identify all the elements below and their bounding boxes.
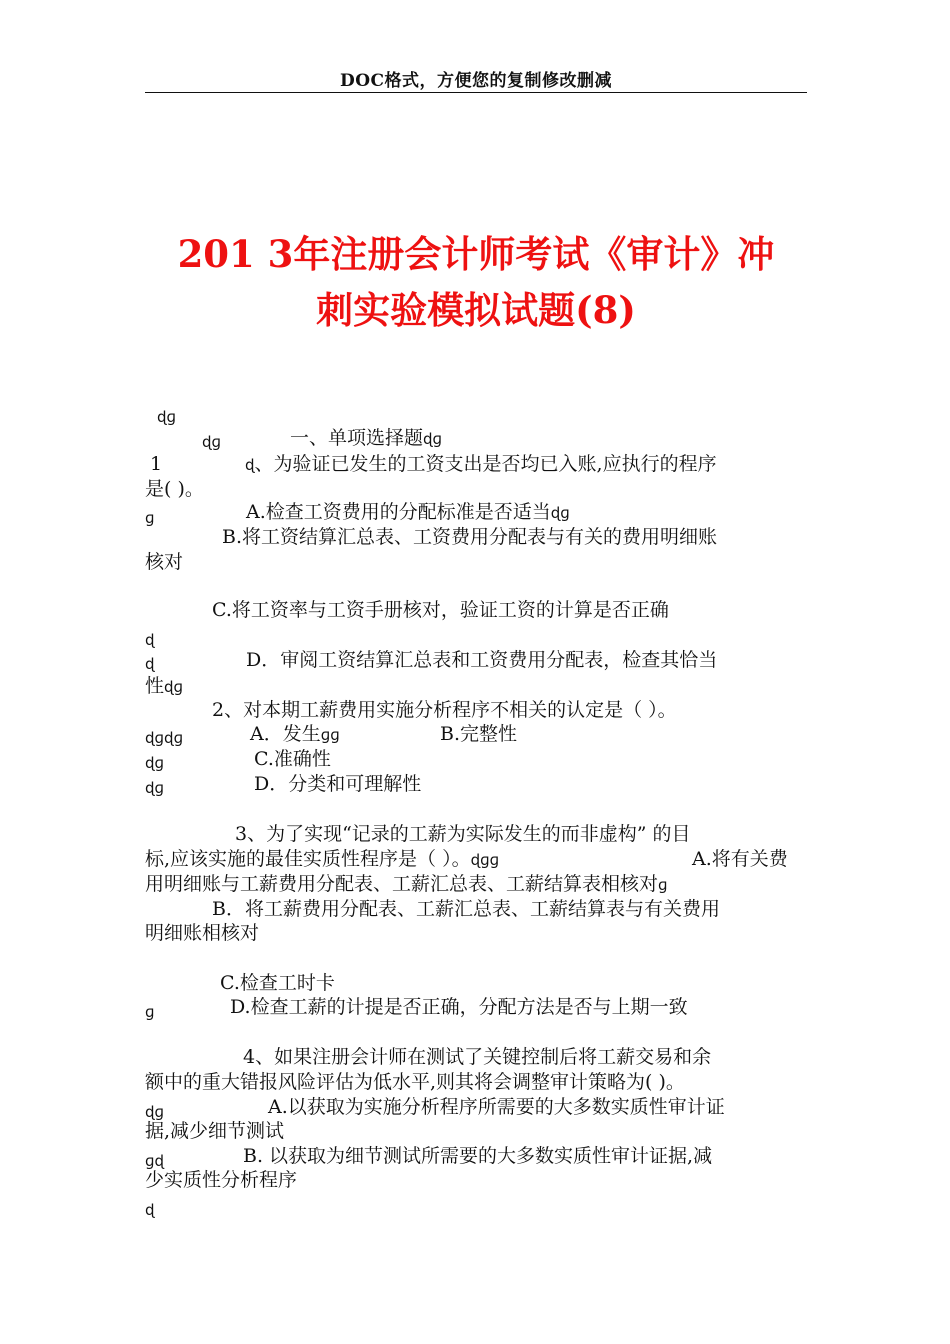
paragraph-mark: ɡ: [145, 1003, 155, 1021]
paragraph-mark: ɖɡɡ: [470, 851, 500, 869]
paragraph-mark: ɡ: [658, 876, 668, 894]
question-1-stem-text: 、为验证已发生的工资支出是否均已入账,应执行的程序: [254, 453, 717, 475]
question-3-option-a-line-1: A.将有关费: [692, 848, 788, 870]
question-1-option-a: [246, 500, 570, 525]
paragraph-mark: ɖɡ: [550, 504, 570, 522]
question-1-number: 1: [150, 453, 163, 475]
question-2-option-d: D．分类和可理解性: [254, 773, 422, 795]
paragraph-mark: ɡ: [145, 509, 155, 527]
option-text: A．发生: [250, 723, 321, 745]
paragraph-mark: ɖɡɖɡ: [145, 729, 184, 747]
question-2-option-c: C.准确性: [254, 748, 331, 770]
question-3-option-d: D.检查工薪的计提是否正确，分配方法是否与上期一致: [230, 996, 688, 1018]
document-title-line-1: 201 3年注册会计师考试《审计》冲: [177, 232, 775, 276]
question-1-stem-line-2: 是( )。: [145, 478, 204, 500]
question-3-option-a-line-2: [145, 872, 668, 897]
question-2-option-b: B.完整性: [440, 723, 518, 745]
option-text: 性: [145, 675, 165, 697]
question-1-option-c: C.将工资率与工资手册核对，验证工资的计算是否正确: [212, 599, 669, 621]
paragraph-mark: ɖɡ: [145, 754, 165, 772]
question-1-option-b-line-1: B.将工资结算汇总表、工资费用分配表与有关的费用明细账: [222, 526, 718, 548]
option-text: A.检查工资费用的分配标准是否适当: [246, 501, 551, 523]
question-3-stem-line-2: [145, 847, 499, 872]
paragraph-mark: ɡɡ: [320, 726, 340, 744]
question-3-option-b-line-1: B．将工薪费用分配表、工薪汇总表、工薪结算表与有关费用: [212, 898, 720, 920]
question-4-stem-line-2: 额中的重大错报风险评估为低水平,则其将会调整审计策略为( )。: [145, 1071, 685, 1093]
paragraph-mark: ɖɡ: [145, 1103, 165, 1121]
question-4-option-a-line-1: A.以获取为实施分析程序所需要的大多数实质性审计证: [268, 1096, 725, 1118]
section-heading-text: 一、单项选择题: [290, 427, 424, 449]
option-text: 用明细账与工薪费用分配表、工薪汇总表、工薪结算表相核对: [145, 873, 659, 895]
question-4-stem-line-1: 4、如果注册会计师在测试了关键控制后将工薪交易和余: [243, 1046, 712, 1068]
question-1-option-d-line-1: D．审阅工资结算汇总表和工资费用分配表，检查其恰当: [246, 649, 718, 671]
question-2-option-a: [250, 722, 340, 747]
question-1-stem-line-1: [245, 452, 717, 477]
paragraph-mark: ɖɡ: [164, 678, 184, 696]
paragraph-mark: ɡɖ: [145, 1152, 165, 1170]
question-4-option-b-line-1: B. 以获取为细节测试所需要的大多数实质性审计证据,减: [243, 1145, 713, 1167]
page-header: DOC格式，方便您的复制修改删减: [339, 71, 613, 91]
section-heading: [290, 426, 442, 451]
paragraph-mark: ɖ: [145, 631, 155, 649]
question-4-option-a-line-2: 据,减少细节测试: [145, 1120, 285, 1142]
question-4-option-b-line-2: 少实质性分析程序: [145, 1169, 298, 1191]
question-3-stem-text: 标,应该实施的最佳实质性程序是（ ）。: [145, 848, 471, 870]
paragraph-mark: ɖ: [145, 655, 155, 673]
header-rule: [145, 92, 807, 93]
question-3-stem-line-1: 3、为了实现“记录的工薪为实际发生的而非虚构” 的目: [235, 823, 691, 845]
paragraph-mark: ɖɡ: [202, 433, 222, 451]
paragraph-mark: ɖɡ: [157, 408, 177, 426]
paragraph-mark: ɖ: [145, 1201, 155, 1219]
paragraph-mark: ɖ: [245, 456, 255, 474]
question-1-option-d-line-2: [145, 674, 183, 699]
paragraph-mark: ɖɡ: [145, 779, 165, 797]
question-3-option-c: C.检查工时卡: [220, 972, 335, 994]
question-2-stem: 2、对本期工薪费用实施分析程序不相关的认定是（ ）。: [212, 699, 677, 721]
paragraph-mark: ɖɡ: [423, 430, 443, 448]
question-3-option-b-line-2: 明细账相核对: [145, 922, 260, 944]
question-1-option-b-line-2: 核对: [145, 551, 184, 573]
document-title-line-2: 刺实验模拟试题(8): [316, 288, 636, 332]
